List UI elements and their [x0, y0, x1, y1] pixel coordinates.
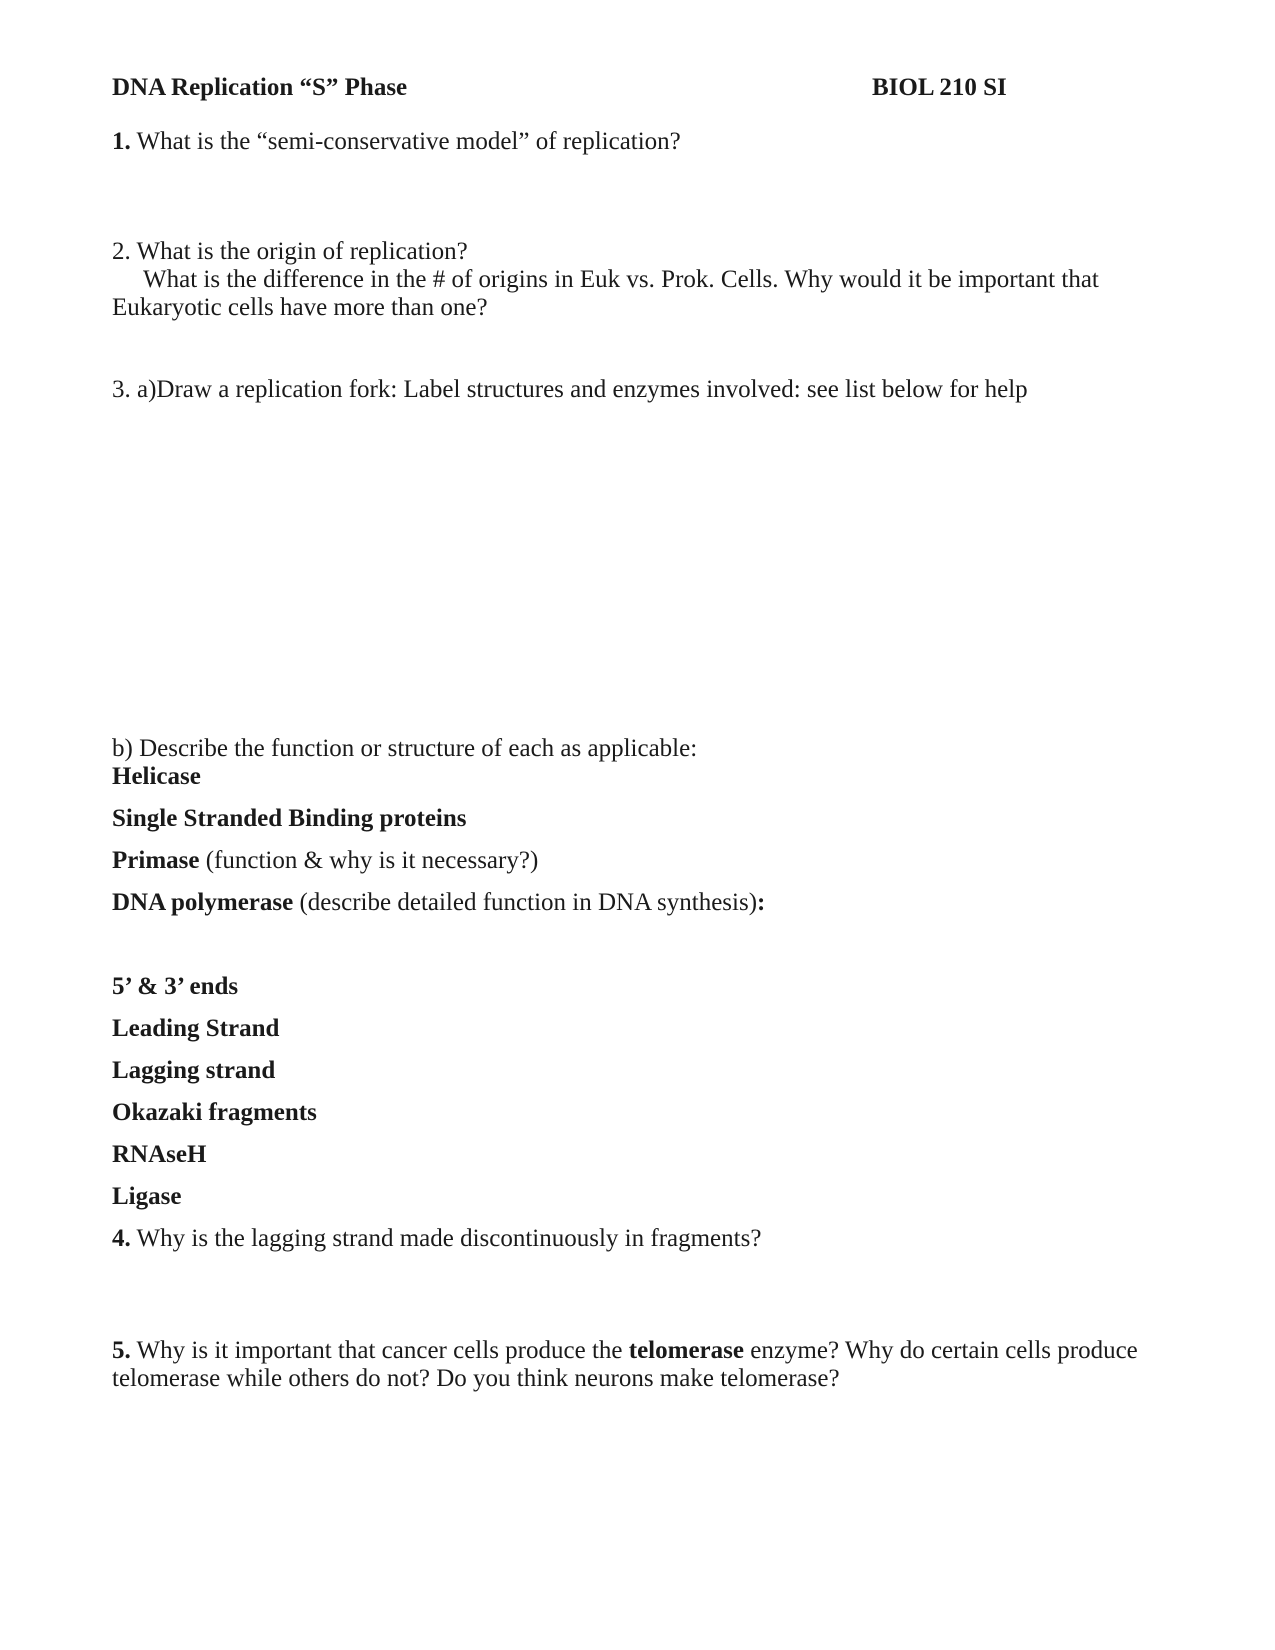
question-5: 5. Why is it important that cancer cells produce the telomerase enzyme? Why do certain cells produce	[112, 1337, 1138, 1364]
question-text: Why is the lagging strand made discontinuously in fragments?	[130, 1225, 762, 1252]
question-number: 4.	[112, 1225, 131, 1252]
term-ssb: Single Stranded Binding proteins	[112, 805, 467, 832]
question-1	[112, 128, 681, 157]
course-code: BIOL 210 SI	[872, 74, 1007, 101]
question-2	[112, 238, 468, 267]
question-number: 1.	[112, 128, 131, 155]
question-3b: b) Describe the function or structure of each as applicable:	[112, 735, 698, 762]
term-dna-polymerase: DNA polymerase (describe detailed function in DNA synthesis):	[112, 889, 766, 916]
question-text: . What is the origin of replication?	[124, 238, 468, 265]
telomerase-term: telomerase	[628, 1337, 744, 1364]
question-3a	[112, 376, 1028, 405]
term-ligase: Ligase	[112, 1183, 182, 1210]
question-number: 3	[112, 376, 125, 403]
term-leading-strand: Leading Strand	[112, 1015, 280, 1042]
term-okazaki-fragments: Okazaki fragments	[112, 1099, 317, 1126]
question-2-line-3: Eukaryotic cells have more than one?	[112, 294, 488, 321]
term-ends: 5’ & 3’ ends	[112, 973, 239, 1000]
question-text: . a)Draw a replication fork: Label structures and enzymes involved: see list below for help	[124, 376, 1028, 403]
term-helicase: Helicase	[112, 763, 201, 790]
term-lagging-strand: Lagging strand	[112, 1057, 276, 1084]
question-number: 5.	[112, 1337, 131, 1364]
page-title: DNA Replication “S” Phase	[112, 74, 408, 101]
question-text: What is the “semi-conservative model” of replication?	[130, 128, 681, 155]
question-4	[112, 1225, 761, 1254]
term-rnaseh: RNAseH	[112, 1141, 207, 1168]
question-number: 2	[112, 238, 125, 265]
term-primase: Primase (function & why is it necessary?)	[112, 847, 539, 874]
question-5-line-2: telomerase while others do not? Do you think neurons make telomerase?	[112, 1365, 840, 1392]
question-2-line-2: What is the difference in the # of origins in Euk vs. Prok. Cells. Why would it be important that	[143, 266, 1099, 293]
